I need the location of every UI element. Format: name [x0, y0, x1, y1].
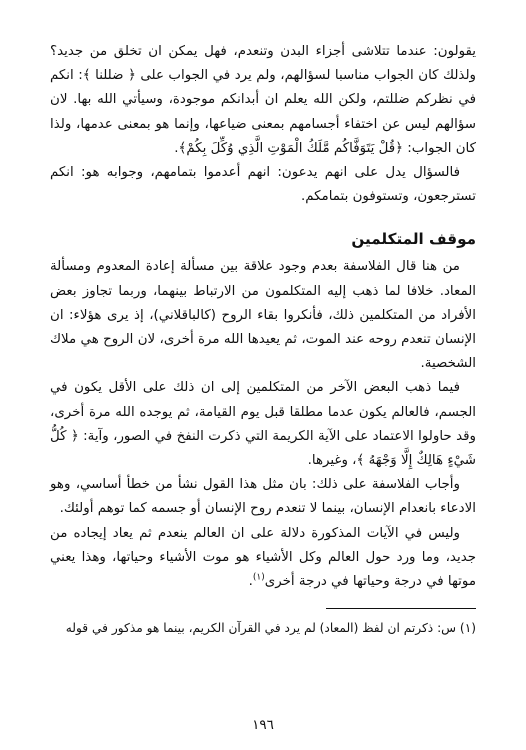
body-paragraph-text: وليس في الآيات المذكورة دلالة على ان العالم ينعدم ثم يعاد إيجاده من جديد، وما ورد حول العالم وكل الأشياء هو موت الأشياء وحياتها، وهذا يعني موتها في درجة وحياتها في درجة أخرى: [50, 525, 476, 590]
body-paragraph: فيما ذهب البعض الآخر من المتكلمين إلى ان ذلك على الأقل يكون في الجسم، فالعالم يكون عدما مطلقا قبل يوم القيامة، ثم يوجده الله مرة أخرى، وقد حاولوا الاعتماد على الآية الكريمة التي ذكرت النفخ في الصور، وآية: ﴿ كُلُّ شَيْءٍ هَالِكٌ إِلَّا وَجْهَهُ ﴾، وغيرها.: [50, 380, 476, 469]
body-paragraph: من هنا قال الفلاسفة بعدم وجود علاقة بين مسألة إعادة المعدوم ومسألة المعاد. خلافا لما ذهب إليه المتكلمون من الارتباط بينهما، وربما تجاوز بعض الأفراد من المتكلمين ذلك، فأنكروا بقاء الروح (كالباقلاني)، إذ يرى هؤلاء: ان الإنسان تنعدم روحه عند الموت، ثم يعيدها الله مرة أخرى، لان الروح هي ملاك الشخصية.: [50, 259, 476, 372]
body-paragraph: فالسؤال يدل على انهم يدعون: انهم أعدموا بتمامهم، وجوابه هو: انكم تسترجعون، وتستوفون بتمامكم.: [50, 165, 476, 205]
footnote: (١) س: ذكرتم ان لفظ (المعاد) لم يرد في القرآن الكريم، بينما هو مذكور في قوله: [65, 621, 476, 636]
page-number: ١٩٦: [252, 717, 274, 733]
body-paragraph: يقولون: عندما تتلاشى أجزاء البدن وتنعدم، فهل يمكن ان تخلق من جديد؟ ولذلك كان الجواب مناسبا لسؤالهم، ولم يرد في الجواب على ﴿ ضللنا ﴾: انكم في نظركم ضللتم، ولكن الله يعلم ان أبدانكم موجودة، وسيأتي الله بها. لان سؤالهم ليس عن اختفاء أجسامهم بمعنى ضياعها، وإنما هو بمعنى عدمها، ولذا كان الجواب: ﴿قُلْ يَتَوَفَّاكُم مَّلَكُ الْمَوْتِ الَّذِي وُكِّلَ بِكُمْ﴾.: [50, 44, 476, 156]
body-paragraph: [50, 522, 476, 595]
footnote-separator: [326, 608, 476, 609]
section-heading: موقف المتكلمين: [351, 230, 476, 249]
body-paragraph: وأجاب الفلاسفة على ذلك: بان مثل هذا القول نشأ من خطأ أساسي، وهو الادعاء بانعدام الإنسان، بينما لا تنعدم روح الإنسان أو جسمه كما توهم أولئك.: [50, 477, 476, 517]
sentence-end: .: [248, 574, 253, 590]
footnote-marker: (١): [252, 572, 265, 583]
